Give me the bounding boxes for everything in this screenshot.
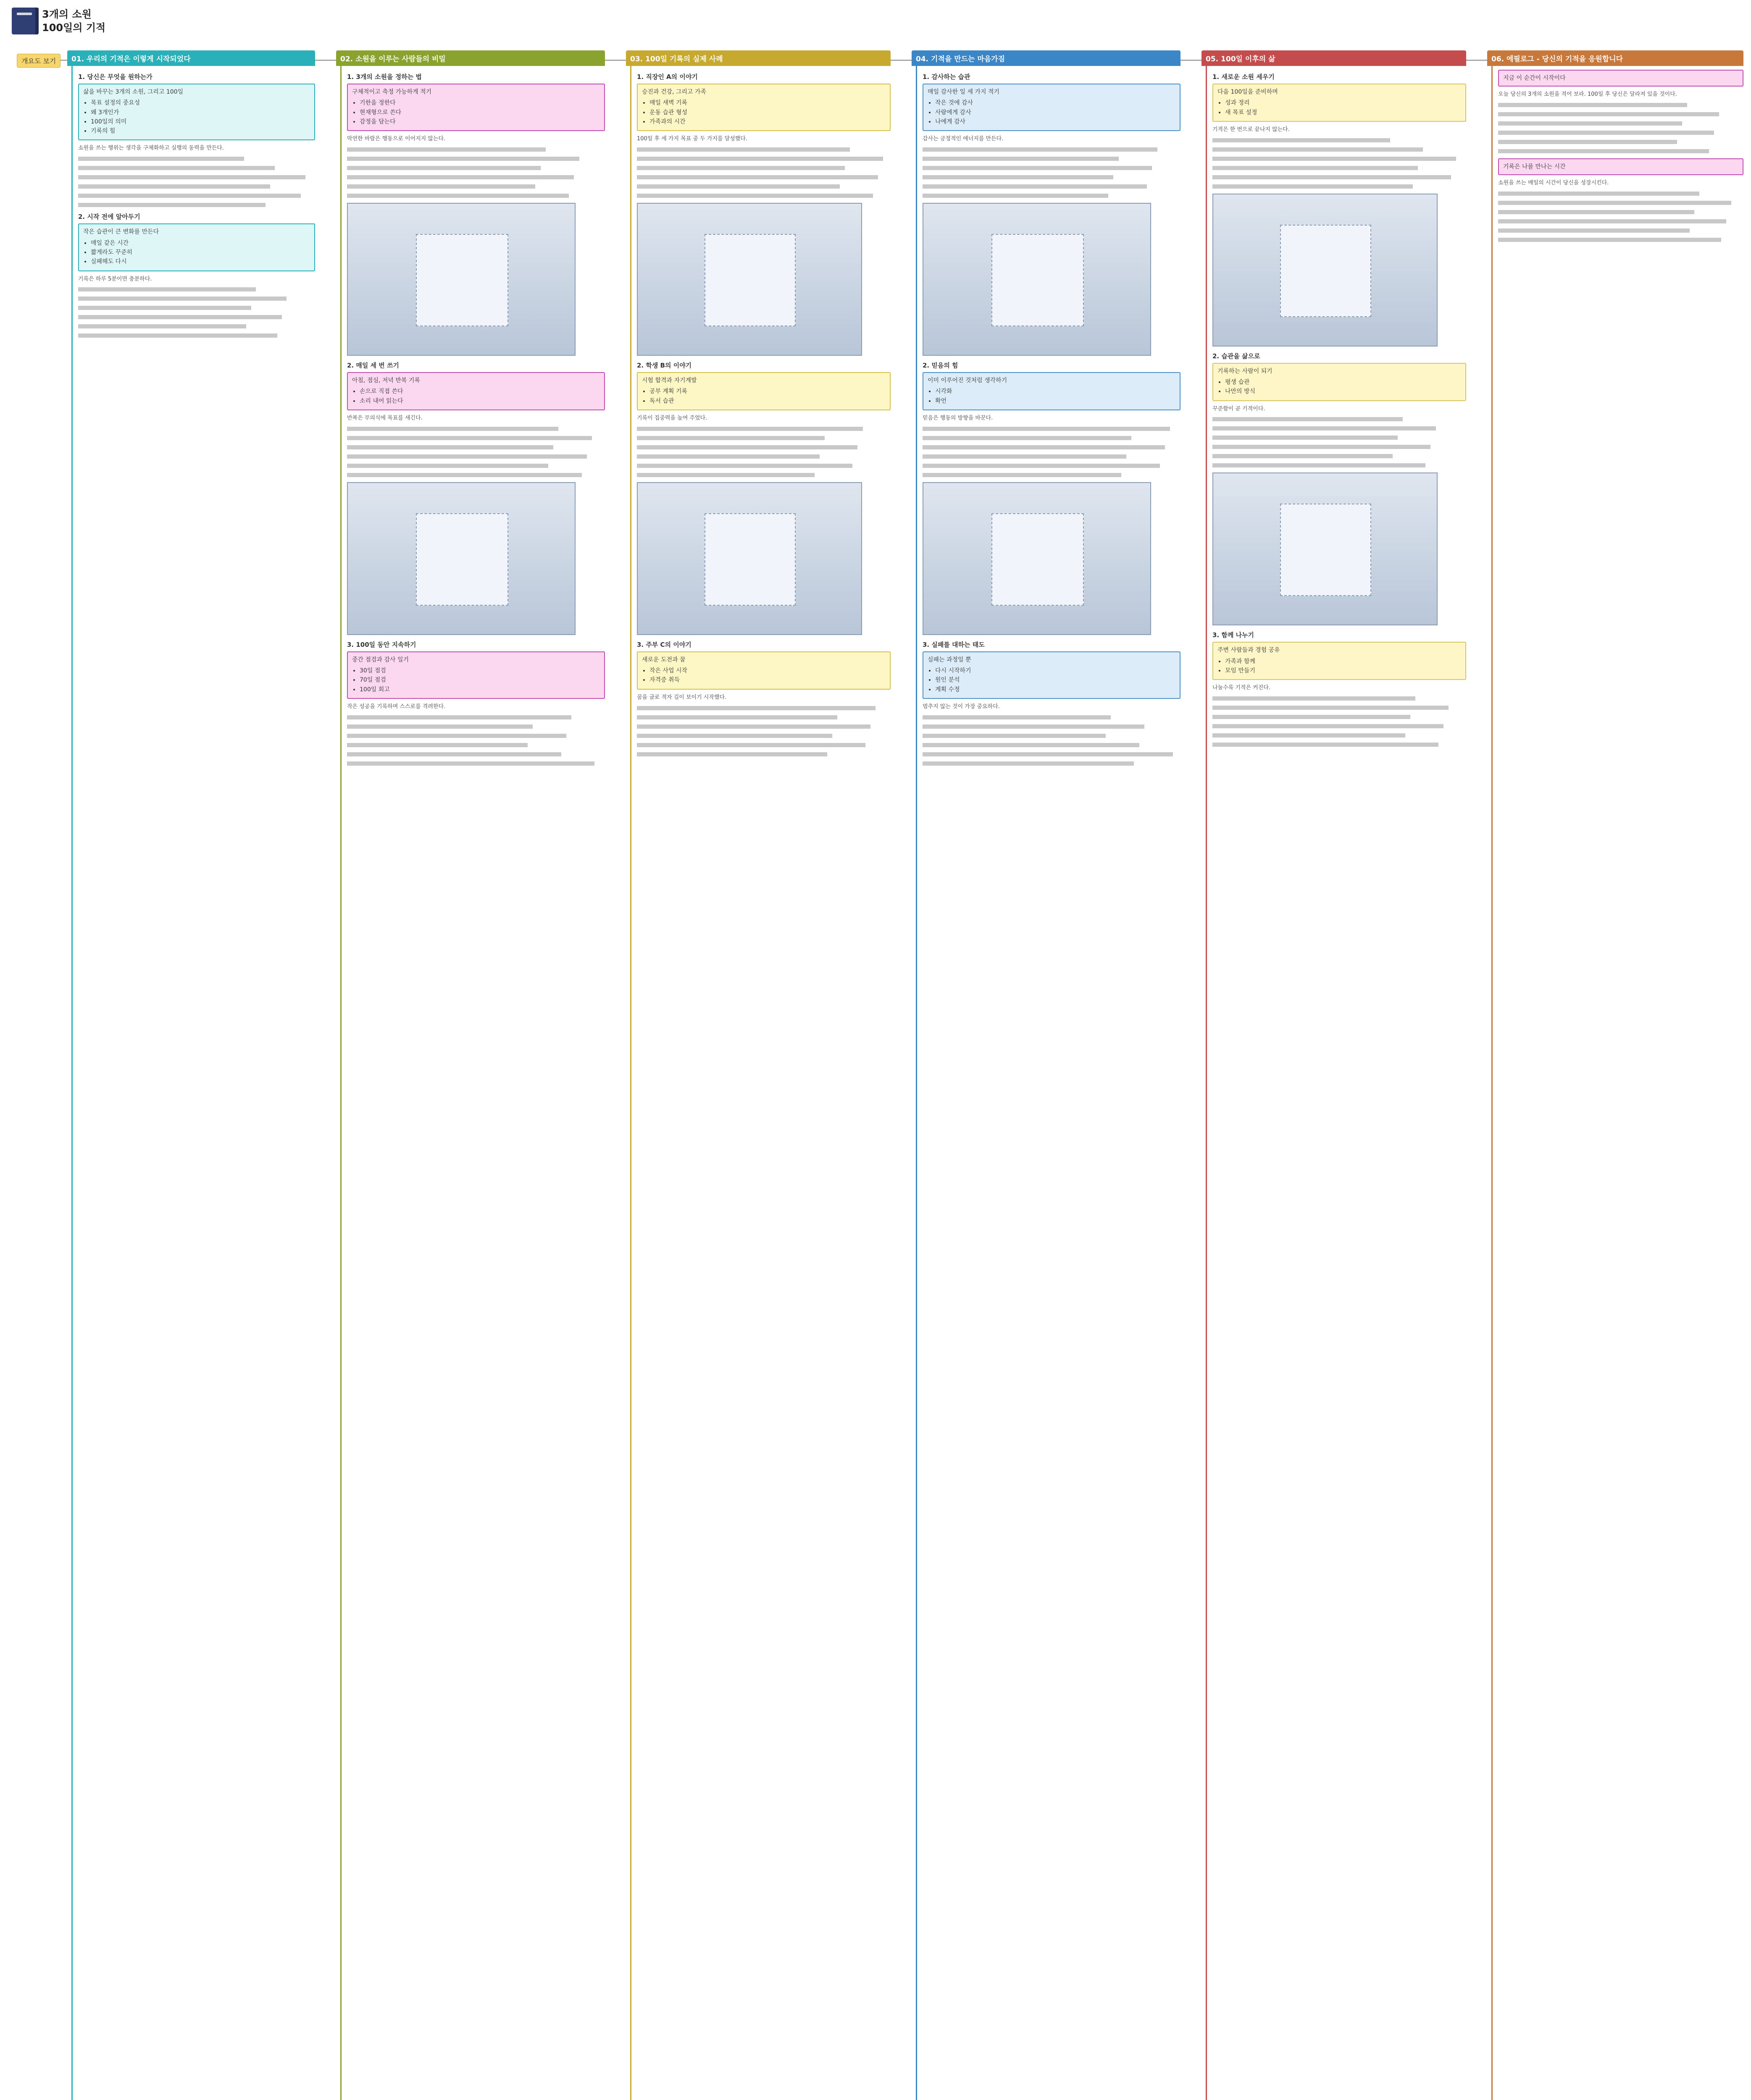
photo-thumbnail[interactable] xyxy=(347,203,576,356)
text-placeholder xyxy=(1212,436,1398,440)
box-text: 중간 점검과 감사 일기 xyxy=(352,656,409,663)
text-placeholder xyxy=(347,734,566,738)
column-4 xyxy=(912,50,1180,2100)
column-connector xyxy=(1206,66,1207,2100)
text-placeholder xyxy=(923,194,1108,198)
column-header[interactable]: 04. 기적을 만드는 마음가짐 xyxy=(912,50,1180,66)
text-placeholder xyxy=(637,157,883,161)
text-placeholder xyxy=(637,184,840,189)
text-placeholder xyxy=(78,315,282,319)
bullet-list xyxy=(935,387,1175,405)
note-text: 기록은 하루 5분이면 충분하다. xyxy=(78,276,152,282)
bullet-item: • 새 목표 설정 xyxy=(1225,108,1461,117)
content-box xyxy=(1498,70,1743,87)
bullet-item: • 매일 같은 시간 xyxy=(91,239,310,247)
text-placeholder xyxy=(1212,715,1410,719)
note-text: 소원을 쓰는 매일의 시간이 당신을 성장시킨다. xyxy=(1498,180,1609,186)
column-connector xyxy=(916,66,917,2100)
bullet-item: • 독서 습관 xyxy=(649,397,886,405)
bullet-item: • 모임 만들기 xyxy=(1225,667,1461,675)
bullet-item: • 평생 습관 xyxy=(1225,378,1461,386)
bullet-item: • 나만의 방식 xyxy=(1225,387,1461,396)
text-placeholder xyxy=(78,324,246,328)
bullet-item: • 짧게라도 꾸준히 xyxy=(91,248,310,257)
text-placeholder xyxy=(923,445,1165,449)
bullet-item: • 시각화 xyxy=(935,387,1175,396)
text-placeholder xyxy=(1212,157,1456,161)
box-text: 다음 100일을 준비하며 xyxy=(1217,89,1278,95)
text-placeholder xyxy=(347,724,533,729)
bullet-item: • 목표 설정의 중요성 xyxy=(91,99,310,107)
page-title xyxy=(42,8,105,34)
bullet-item: • 가족과의 시간 xyxy=(649,118,886,126)
column-body xyxy=(1212,67,1466,2100)
text-placeholder xyxy=(637,473,815,477)
content-box xyxy=(923,372,1180,410)
title-line-2: 100일의 기적 xyxy=(42,22,106,34)
text-placeholder xyxy=(637,166,845,170)
text-placeholder xyxy=(923,715,1111,719)
text-placeholder xyxy=(1212,184,1413,189)
photo-thumbnail[interactable] xyxy=(347,482,576,635)
text-placeholder xyxy=(923,427,1170,431)
bullet-item: • 성과 정리 xyxy=(1225,99,1461,107)
content-box xyxy=(347,84,605,131)
section-title[interactable]: 1. 직장인 A의 이야기 xyxy=(637,73,698,81)
column-5 xyxy=(1202,50,1466,2100)
section-title[interactable]: 1. 감사하는 습관 xyxy=(923,73,970,81)
content-box xyxy=(347,372,605,410)
box-text: 작은 습관이 큰 변화를 만든다 xyxy=(83,228,159,236)
photo-thumbnail[interactable] xyxy=(1212,472,1438,625)
note-text: 멈추지 않는 것이 가장 중요하다. xyxy=(923,703,1000,710)
content-box xyxy=(347,651,605,699)
bullet-list xyxy=(360,99,600,126)
text-placeholder xyxy=(1498,140,1677,144)
column-header[interactable]: 06. 에필로그 - 당신의 기적을 응원합니다 xyxy=(1487,50,1743,66)
bullet-item: • 실패해도 다시 xyxy=(91,257,310,266)
note-text: 작은 성공을 기록하며 스스로를 격려한다. xyxy=(347,703,446,710)
column-1 xyxy=(67,50,315,2100)
column-connector xyxy=(71,66,73,2100)
bullet-list xyxy=(360,667,600,694)
note-text: 믿음은 행동의 방향을 바꾼다. xyxy=(923,415,993,421)
bullet-item: • 현재형으로 쓴다 xyxy=(360,108,600,117)
text-placeholder xyxy=(347,445,553,449)
text-placeholder xyxy=(1212,733,1405,738)
box-text: 기록하는 사람이 되기 xyxy=(1217,368,1272,375)
text-placeholder xyxy=(1498,201,1731,205)
bullet-item: • 운동 습관 형성 xyxy=(649,108,886,117)
text-placeholder xyxy=(1212,138,1390,142)
bullet-list xyxy=(649,99,886,126)
bullet-list xyxy=(91,239,310,266)
bullet-item: • 사람에게 감사 xyxy=(935,108,1175,117)
bullet-list xyxy=(649,667,886,685)
box-text: 삶을 바꾸는 3개의 소원, 그리고 100일 xyxy=(83,89,184,95)
note-text: 감사는 긍정적인 에너지를 만든다. xyxy=(923,136,1004,142)
text-placeholder xyxy=(1212,706,1449,710)
bullet-item: • 나에게 감사 xyxy=(935,118,1175,126)
text-placeholder xyxy=(1212,743,1438,747)
bullet-item: • 원인 분석 xyxy=(935,676,1175,684)
column-connector xyxy=(340,66,342,2100)
column-header[interactable]: 02. 소원을 이루는 사람들의 비밀 xyxy=(336,50,605,66)
note-text: 반복은 무의식에 목표를 새긴다. xyxy=(347,415,423,421)
bullet-item: • 100일 회고 xyxy=(360,685,600,694)
column-2 xyxy=(336,50,605,2100)
bullet-item: • 감정을 담는다 xyxy=(360,118,600,126)
text-placeholder xyxy=(78,194,301,198)
bullet-item: • 작은 사업 시작 xyxy=(649,667,886,675)
bullet-item: • 기한을 정한다 xyxy=(360,99,600,107)
text-placeholder xyxy=(78,175,305,179)
section-title[interactable]: 2. 시작 전에 알아두기 xyxy=(78,213,140,221)
section-title[interactable]: 3. 주부 C의 이야기 xyxy=(637,640,691,648)
column-6 xyxy=(1487,50,1743,2100)
column-body xyxy=(347,67,605,2100)
column-header[interactable]: 01. 우리의 기적은 이렇게 시작되었다 xyxy=(67,50,315,66)
text-placeholder xyxy=(637,752,827,756)
text-placeholder xyxy=(347,473,582,477)
bullet-item: • 100일의 의미 xyxy=(91,118,310,126)
column-header[interactable]: 03. 100일 기록의 실제 사례 xyxy=(626,50,891,66)
root-node[interactable]: 개요도 보기 xyxy=(17,54,60,68)
text-placeholder xyxy=(78,166,275,170)
text-placeholder xyxy=(923,436,1131,440)
bullet-item: • 자격증 취득 xyxy=(649,676,886,684)
text-placeholder xyxy=(1498,228,1690,233)
column-body xyxy=(637,67,891,2100)
text-placeholder xyxy=(923,147,1157,152)
text-placeholder xyxy=(1212,454,1393,458)
column-body xyxy=(78,67,315,2100)
column-header[interactable]: 05. 100일 이후의 삶 xyxy=(1202,50,1466,66)
text-placeholder xyxy=(1212,166,1418,170)
photo-thumbnail[interactable] xyxy=(923,482,1151,635)
text-placeholder xyxy=(637,147,850,152)
note-text: 소원을 쓰는 행위는 생각을 구체화하고 실행의 동력을 만든다. xyxy=(78,145,224,152)
bullet-item: • 가족과 함께 xyxy=(1225,657,1461,666)
text-placeholder xyxy=(637,175,878,179)
section-title[interactable]: 2. 습관을 삶으로 xyxy=(1212,352,1260,360)
column-connector xyxy=(630,66,631,2100)
column-3 xyxy=(626,50,891,2100)
text-placeholder xyxy=(923,184,1147,189)
content-box xyxy=(1212,363,1466,401)
content-box xyxy=(923,84,1180,131)
text-placeholder xyxy=(1212,175,1451,179)
text-placeholder xyxy=(1498,112,1719,116)
text-placeholder xyxy=(347,147,546,152)
text-placeholder xyxy=(1498,210,1694,214)
note-text: 오늘 당신의 3개의 소원을 적어 보라. 100일 후 당신은 달라져 있을 것이다. xyxy=(1498,91,1677,98)
note-text: 꾸준함이 곧 기적이다. xyxy=(1212,405,1265,412)
text-placeholder xyxy=(347,454,587,459)
text-placeholder xyxy=(637,724,870,729)
text-placeholder xyxy=(1212,463,1425,467)
section-title[interactable]: 1. 당신은 무엇을 원하는가 xyxy=(78,73,152,81)
bullet-item: • 30일 점검 xyxy=(360,667,600,675)
section-title[interactable]: 2. 매일 세 번 쓰기 xyxy=(347,362,399,370)
bullet-list xyxy=(935,667,1175,694)
content-box xyxy=(1212,84,1466,122)
photo-thumbnail[interactable] xyxy=(637,203,862,356)
bullet-list xyxy=(649,387,886,405)
text-placeholder xyxy=(347,464,548,468)
note-text: 막연한 바람은 행동으로 이어지지 않는다. xyxy=(347,136,446,142)
bullet-list xyxy=(1225,657,1461,675)
text-placeholder xyxy=(637,445,857,449)
text-placeholder xyxy=(1212,724,1443,728)
content-box xyxy=(78,223,315,271)
content-box xyxy=(923,651,1180,699)
bullet-item: • 기록의 힘 xyxy=(91,127,310,135)
text-placeholder xyxy=(637,706,876,710)
text-placeholder xyxy=(347,184,535,189)
bullet-item: • 다시 시작하기 xyxy=(935,667,1175,675)
text-placeholder xyxy=(347,743,528,747)
text-placeholder xyxy=(637,194,873,198)
box-text: 구체적이고 측정 가능하게 적기 xyxy=(352,89,432,95)
content-box xyxy=(1212,642,1466,680)
text-placeholder xyxy=(637,427,863,431)
box-text: 기록은 나를 만나는 시간 xyxy=(1503,163,1566,171)
text-placeholder xyxy=(78,203,266,207)
bullet-item: • 70일 점검 xyxy=(360,676,600,684)
bullet-list xyxy=(1225,378,1461,396)
text-placeholder xyxy=(923,157,1119,161)
book-icon xyxy=(12,8,39,34)
section-title[interactable]: 1. 새로운 소원 세우기 xyxy=(1212,73,1275,81)
text-placeholder xyxy=(923,175,1113,179)
text-placeholder xyxy=(347,761,594,766)
bullet-item: • 손으로 직접 쓴다 xyxy=(360,387,600,396)
text-placeholder xyxy=(923,464,1160,468)
text-placeholder xyxy=(78,297,287,301)
text-placeholder xyxy=(637,464,852,468)
text-placeholder xyxy=(347,427,558,431)
text-placeholder xyxy=(923,473,1121,477)
text-placeholder xyxy=(347,715,571,719)
bullet-list xyxy=(360,387,600,405)
text-placeholder xyxy=(1498,219,1726,223)
text-placeholder xyxy=(78,306,251,310)
text-placeholder xyxy=(923,166,1152,170)
section-title[interactable]: 1. 3개의 소원을 정하는 법 xyxy=(347,73,422,81)
bullet-item: • 매일 새벽 기록 xyxy=(649,99,886,107)
text-placeholder xyxy=(637,715,837,719)
content-box xyxy=(637,84,891,131)
bullet-item: • 소리 내어 읽는다 xyxy=(360,397,600,405)
box-text: 아침, 점심, 저녁 반복 기록 xyxy=(352,377,420,384)
text-placeholder xyxy=(637,436,825,440)
bullet-list xyxy=(935,99,1175,126)
note-text: 기록이 집중력을 높여 주었다. xyxy=(637,415,707,421)
box-text: 실패는 과정일 뿐 xyxy=(928,656,971,663)
text-placeholder xyxy=(78,333,277,338)
bullet-item: • 확언 xyxy=(935,397,1175,405)
section-title[interactable]: 3. 실패를 대하는 태도 xyxy=(923,640,985,648)
note-text: 기적은 한 번으로 끝나지 않는다. xyxy=(1212,126,1290,133)
section-title[interactable]: 3. 함께 나누기 xyxy=(1212,631,1254,639)
text-placeholder xyxy=(1212,696,1415,701)
text-placeholder xyxy=(923,743,1139,747)
text-placeholder xyxy=(78,157,244,161)
text-placeholder xyxy=(347,166,541,170)
photo-thumbnail[interactable] xyxy=(923,203,1151,356)
text-placeholder xyxy=(1498,131,1714,135)
text-placeholder xyxy=(1212,445,1430,449)
column-body xyxy=(923,67,1180,2100)
text-placeholder xyxy=(1498,103,1687,107)
text-placeholder xyxy=(347,194,569,198)
text-placeholder xyxy=(78,184,270,189)
column-connector xyxy=(1491,66,1493,2100)
text-placeholder xyxy=(1212,426,1436,430)
section-title[interactable]: 3. 100일 동안 지속하기 xyxy=(347,640,416,648)
text-placeholder xyxy=(78,287,256,291)
text-placeholder xyxy=(637,454,820,459)
text-placeholder xyxy=(637,743,865,747)
bullet-list xyxy=(91,99,310,135)
box-text: 이미 이루어진 것처럼 생각하기 xyxy=(928,377,1007,384)
text-placeholder xyxy=(347,436,592,440)
photo-thumbnail[interactable] xyxy=(1212,194,1438,346)
bullet-item: • 계획 수정 xyxy=(935,685,1175,694)
bullet-item: • 공부 계획 기록 xyxy=(649,387,886,396)
box-text: 시험 합격과 자기계발 xyxy=(642,377,697,384)
text-placeholder xyxy=(1498,238,1721,242)
content-box xyxy=(78,84,315,140)
box-text: 지금 이 순간이 시작이다 xyxy=(1503,75,1566,81)
text-placeholder xyxy=(923,761,1134,766)
note-text: 꿈을 글로 적자 길이 보이기 시작했다. xyxy=(637,694,727,701)
text-placeholder xyxy=(1498,121,1682,126)
text-placeholder xyxy=(1498,192,1699,196)
text-placeholder xyxy=(923,752,1173,756)
text-placeholder xyxy=(923,724,1144,729)
text-placeholder xyxy=(637,734,832,738)
text-placeholder xyxy=(923,454,1126,459)
text-placeholder xyxy=(1212,417,1403,421)
text-placeholder xyxy=(1212,147,1423,152)
bullet-list xyxy=(1225,99,1461,117)
content-box xyxy=(1498,158,1743,175)
text-placeholder xyxy=(347,752,561,756)
text-placeholder xyxy=(347,175,574,179)
text-placeholder xyxy=(923,734,1106,738)
photo-thumbnail[interactable] xyxy=(637,482,862,635)
column-body xyxy=(1498,67,1743,2100)
content-box xyxy=(637,651,891,690)
section-title[interactable]: 2. 믿음의 힘 xyxy=(923,362,958,370)
box-text: 승진과 건강, 그리고 가족 xyxy=(642,89,707,95)
note-text: 나눌수록 기적은 커진다. xyxy=(1212,685,1270,691)
text-placeholder xyxy=(1498,149,1709,153)
title-line-1: 3개의 소원 xyxy=(42,8,92,20)
box-text: 새로운 도전과 꿈 xyxy=(642,656,686,663)
bullet-item: • 작은 것에 감사 xyxy=(935,99,1175,107)
text-placeholder xyxy=(347,157,579,161)
box-text: 주변 사람들과 경험 공유 xyxy=(1217,647,1280,654)
note-text: 100일 후 세 가지 목표 중 두 가지를 달성했다. xyxy=(637,136,747,142)
section-title[interactable]: 2. 학생 B의 이야기 xyxy=(637,362,692,370)
bullet-item: • 왜 3개인가 xyxy=(91,108,310,117)
box-text: 매일 감사한 일 세 가지 적기 xyxy=(928,89,1000,95)
content-box xyxy=(637,372,891,410)
